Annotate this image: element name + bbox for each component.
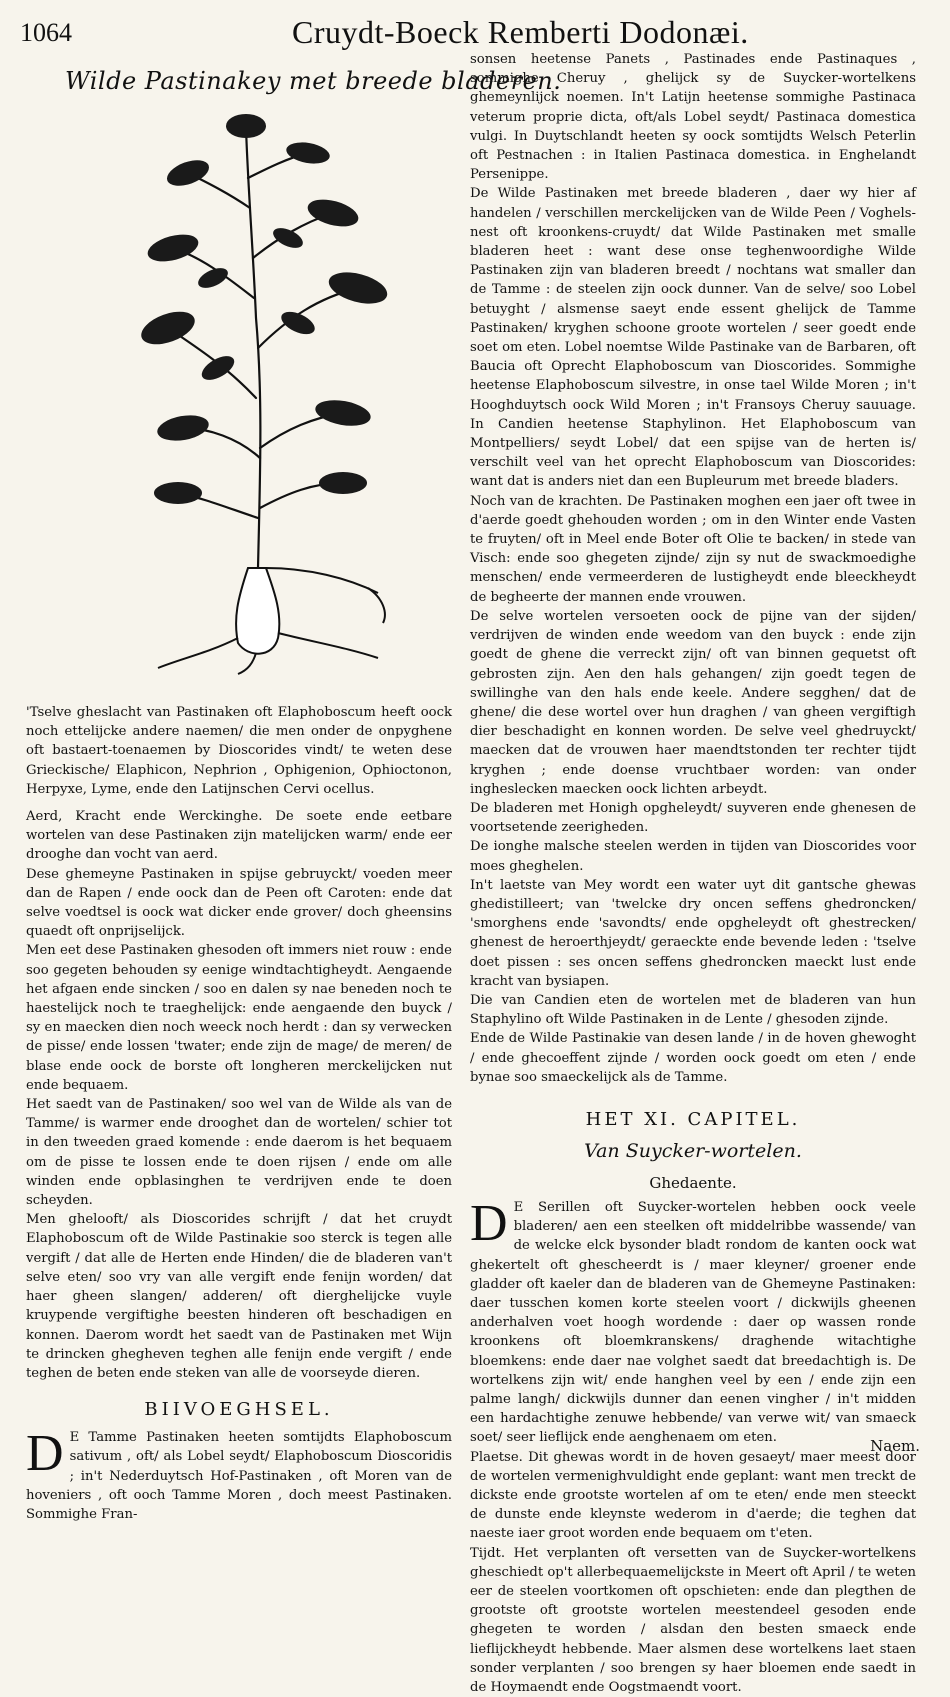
chapter-paragraph: Tijdt. Het verplanten oft versetten van de Suycker-wortelkens gheschiedt op't allerbequaemelijckste in Meert oft April / te weten eer de steelen voortkomen oft opschieten: ende dan plegthen de grootste oft grootste wortelen meestendeel gesoden ende ghegeten te worden / alsdan den besten smaeck ende lieflijckheydt hebbende. Maer alsmen dese wortelkens laet staen sonder verplanten / soo brengen sy haer bloemen ende saedt in de Hoymaendt ende Oogstmaendt voort. — [470, 1545, 917, 1696]
right-paragraph: Die van Candien eten de wortelen met de bladeren van hun Staphylino oft Wilde Pastinaken in de Lente / ghesoden zijnde. — [470, 992, 916, 1028]
right-paragraph: De selve wortelen versoeten oock de pijne van der sijden/ verdrijven de winden ende weedom van den buyck : ende zijn goedt de ghene die verreckt zijn/ oft van binnen gequetst oft gebrosten zijn. Aen den hals gehangen/ zijn goedt tegen de swillinghe van den hals ende keele. Andere segghen/ dat de ghene/ die dese wortel over hun draghen / van gheen vergiftigh dier beschadight en konnen worden. De selve veel ghedruyckt/ maecken dat de vrouwen haer maendtstonden ter rechter tijdt kryghen ; ende doense vruchtbaer worden: van onder ingheslecken maecken oock lichten arbeydt. — [470, 608, 916, 797]
right-paragraph: Noch van de krachten. De Pastinaken moghen een jaer oft twee in d'aerde goedt ghehouden worden ; om in den Winter ende Vasten te fruyten/ oft in Meel ende Boter oft Olie te backen/ in stede van Visch: ende soo ghegeten zijnde/ zijn sy nut de swackmoedighe menschen/ ende vermeerderen de lustigheydt ende bleeckheydt de begheerte der mannen ende vrouwen. — [470, 493, 916, 605]
right-column — [470, 50, 917, 1696]
right-paragraph: De Wilde Pastinaken met breede bladeren , daer wy hier af handelen / verschillen merckelijcken van de Wilde Peen / Voghels-nest oft kroonkens-cruydt/ dat Wilde Pastinaken met smalle bladeren heet : want dese onse teghenwoordighe Wilde Pastinaken zijn van bladeren breedt / nochtans wat smaller dan de Tamme : de steelen zijn oock dunner. Van de selve/ soo Lobel betuyght / alsmense saeyt ende essent ghelijck de Tamme Pastinaken/ kryghen schoone groote wortelen / seer goedt ende soet om eten. Lobel noemtse Wilde Pastinake van de Barbaren, oft Baucia oft Oprecht Elaphoboscum van Dioscorides. Sommighe heetense Elaphoboscum silvestre, in onse tael Wilde Moren ; in't Hooghduytsch oock Wild Moren ; in't Fransoys Cheruy sauuage. In Candien heetense Staphylinon. Het Elaphoboscum van Montpelliers/ seydt Lobel/ dat een spijse van de herten is/ verschilt veel van het oprecht Elaphoboscum van Dioscorides: want dat is anders niet dan een Bupleurum met breede bladers. — [470, 186, 916, 490]
right-paragraph: De bladeren met Honigh opgheleydt/ suyveren ende ghenesen de voortsetende zeerigheden. — [470, 800, 916, 836]
left-paragraph: Het saedt van de Pastinaken/ soo wel van de Wilde als van de Tamme/ is warmer ende drooghet dan de wortelen/ schier tot in den tweeden graed komende : ende daerom is het bequaem om de pisse te lossen ende te doen rijsen / ende om alle winden ende opblasinghen te verdrijven ende te doen scheyden. — [26, 1097, 452, 1209]
figure-title: Wilde Pastinakey met breede bladeren. — [65, 67, 562, 95]
left-paragraph: Aerd, Kracht ende Werckinghe. De soete ende eetbare wortelen van dese Pastinaken zijn matelijcken warm/ ende eer drooghe dan vocht van aerd. — [26, 809, 452, 863]
left-paragraph: Dese ghemeyne Pastinaken in spijse gebruyckt/ voeden meer dan de Rapen / ende oock dan de Peen oft Caroten: ende dat selve voedtsel is oock wat dicker ende grover/ doch gheensins quaedt oft onprijselijck. — [26, 866, 452, 940]
right-paragraph: In't laetste van Mey wordt een water uyt dit gantsche ghewas ghedistilleert; van 'twelcke dry oncen seffens ghedroncken/ 'smorghens ende 'savondts/ ende opgheleydt oft ghestrecken/ ghenest de heroerthjeydt/ geraeckte ende bevende leden : 'tselve doet pissen : ses oncen seffens ghedroncken maeckt lust ende kracht van bysiapen. — [470, 877, 916, 989]
left-paragraph: Men eet dese Pastinaken ghesoden oft immers niet rouw : ende soo gegeten behouden sy eenige windtachtigheydt. Aengaende het afgaen ende sincken / soo en dalen sy nae beneden noch te haestelijck noch te traeghelijck: ende aengaende den buyck / sy en maecken dien noch weeck noch herdt : dan sy verwecken de pisse/ ende lossen 'twater; ende zijn de mage/ de meren/ de blase ende oock de borste oft longheren merckelijcken nut ende bequaem. — [26, 943, 452, 1093]
chapter-heading: HET XI. CAPITEL. — [585, 1108, 801, 1130]
appendix-dropcap: D — [26, 1425, 64, 1483]
left-paragraph: Men ghelooft/ als Dioscorides schrijft / dat het cruydt Elaphoboscum oft de Wilde Pastinakie soo sterck is tegen alle vergift / dat alle de Herten ende Hinden/ die de bladeren van't selve eten/ soo vry van alle vergift ende fenijn worden/ dat haer gheen slangen/ adderen/ oft dierghelijcke vuyle kruypende vergiftighe beesten hinderen oft beschadigen en konnen. Daerom wordt het saedt van de Pastinaken met Wijn te drincken ghegheven teghen alle fenijn ende vergift / ende teghen de beten ende steken van alle de voorseyde dieren. — [26, 1212, 452, 1381]
right-paragraph: De ionghe malsche steelen werden in tijden van Dioscorides voor moes gheghelen. — [470, 839, 916, 874]
appendix-heading: BIIVOEGHSEL. — [144, 1399, 334, 1421]
plant-woodcut-illustration — [88, 98, 438, 676]
appendix-paragraph — [26, 1425, 452, 1524]
running-title: Cruydt-Boeck Remberti Dodonæi. — [292, 14, 749, 50]
chapter-dropcap: D — [470, 1194, 508, 1252]
appendix-text: E Tamme Pastinaken heeten somtijdts Elaphoboscum sativum , oft/ als Lobel seydt/ Elaphoboscum Dioscoridis ; in't Nederduytsch Hof-Pastinaken , oft Moren van de hoveniers , oft ooch Tamme Moren , doch meest Pastinaken. Sommighe Fran- — [26, 1430, 452, 1522]
right-paragraph: Ende de Wilde Pastinakie van desen lande / in de hoven ghewoght / ende ghecoeffent zijnde / worden oock goedt om eten / ende bynae soo smaeckelijck als de Tamme. — [470, 1031, 916, 1085]
left-column — [26, 703, 452, 1523]
chapter-paragraph — [470, 1194, 916, 1448]
right-paragraph: sonsen heetense Panets , Pastinades ende Pastinaques , sommighe Cheruy , ghelijck sy de Suycker-wortelkens ghemeynlijck noemen. In't Latijn heetense sommighe Pastinaca veterum proprie dicta, oft/als Lobel seydt/ Pastinaca domestica vulgi. In Duytschlandt heeten sy oock somtijdts Welsch Peterlin oft Pestnachen : in Italien Pastinaca domestica. in Enghelandt Persenippe. — [470, 52, 916, 183]
chapter-subtitle: Van Suycker-wortelen. — [584, 1139, 802, 1162]
page-number: 1064 — [20, 18, 72, 47]
chapter-text: E Serillen oft Suycker-wortelen hebben oock veele bladeren/ aen een steelken oft middelribbe wassende/ van de welcke elck bysonder bladt rondom de kanten oock wat ghekertelt oft ghescheerdt is / maer kleyner/ groener ende gladder oft kaeler dan de bladeren van de Ghemeyne Pastinaken: daer tusschen komen korte steelen voort / dickwijls gheenen anderhalven voet hoogh wordende : daer op wassen ronde kroonkens oft bloemkranskens/ draghende witachtighe bloemkens: ende daer nae volghet saedt dat breedachtigh is. De wortelkens zijn wit/ ende hanghen veel by een / ende zijn een palme langh/ dickwijls dunner dan eenen vingher / in't midden een hardachtighe zenuwe hebbende/ van verwe wit/ van smaeck soet/ seer lieflijck ende aenghenaem om eten. — [470, 1199, 916, 1446]
chapter-paragraph: Plaetse. Dit ghewas wordt in de hoven gesaeyt/ maer meest door de wortelen vermenighvuldight ende geplant: want men treckt de dickste ende grootste wortelen af om te eten/ ende men steeckt de dunste ende kleynste wederom in d'aerde; die teghen dat naeste iaer groot worden ende bequaem om t'eten. — [470, 1449, 916, 1542]
catchword: Naem. — [870, 1437, 920, 1455]
section-label: Ghedaente. — [649, 1173, 737, 1192]
left-paragraph: 'Tselve gheslacht van Pastinaken oft Elaphoboscum heeft oock noch ettelijcke andere naemen/ die men onder de onpyghene oft bastaert-toenaemen by Dioscorides vindt/ te weten dese Grieckische/ Elaphicon, Nephrion , Ophigenion, Ophioctonon, Herpyxe, Lyme, ende den Latijnschen Cervi ocellus. — [26, 705, 452, 797]
